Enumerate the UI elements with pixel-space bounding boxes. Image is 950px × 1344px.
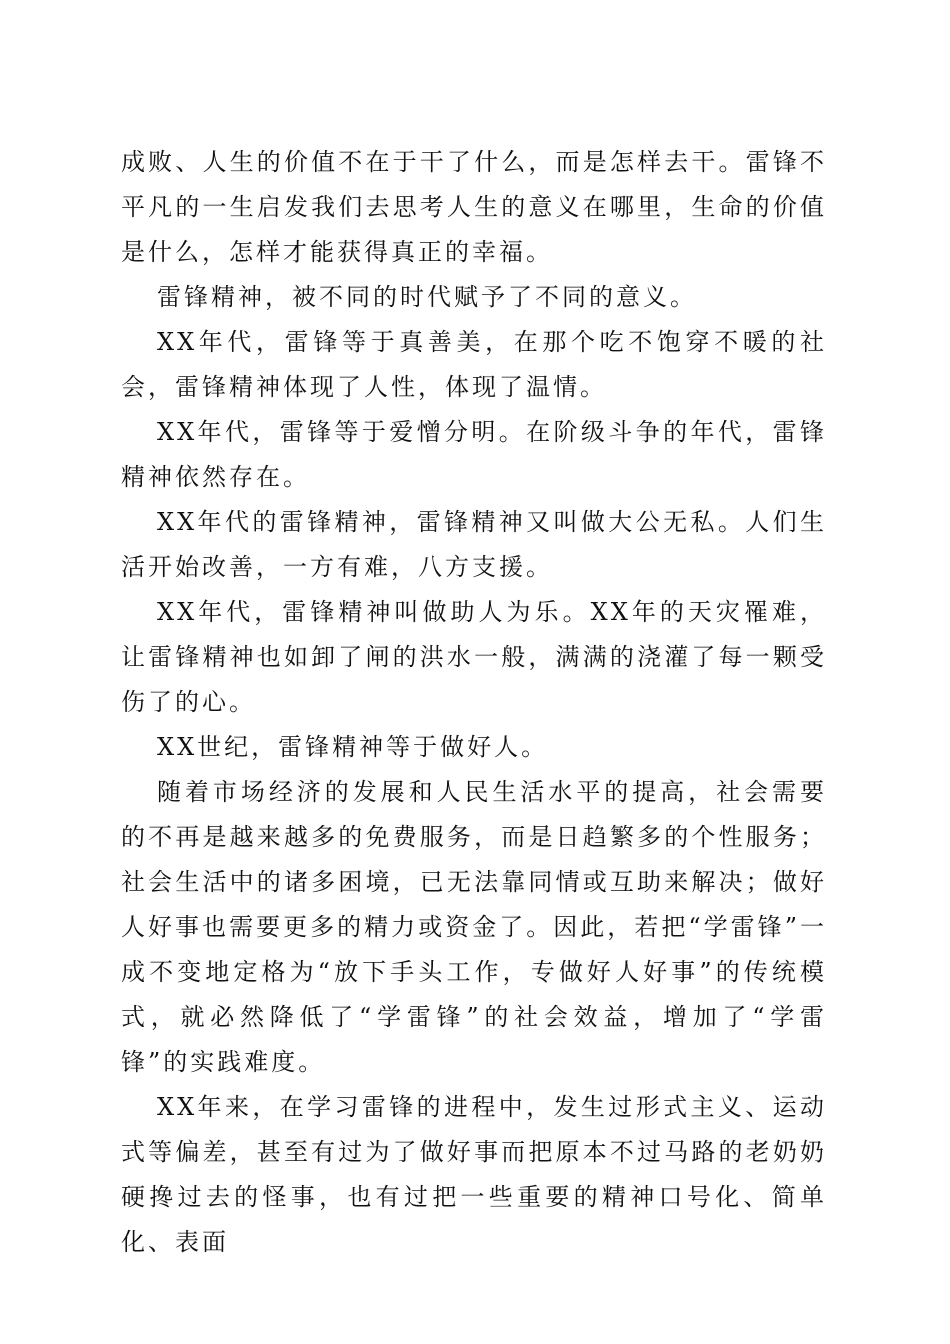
paragraph-3: XX年代，雷锋等于真善美，在那个吃不饱穿不暖的社会，雷锋精神体现了人性，体现了温情。	[121, 328, 827, 401]
paragraph-2: 雷锋精神，被不同的时代赋予了不同的意义。	[157, 283, 697, 311]
paragraph-6: XX年代，雷锋精神叫做助人为乐。XX年的天灾罹难，让雷锋精神也如卸了闸的洪水一般，满满的浇灌了每一颗受伤了的心。	[121, 598, 827, 716]
paragraph-1: 成败、人生的价值不在于干了什么，而是怎样去干。雷锋不平凡的一生启发我们去思考人生的意义在哪里，生命的价值是什么，怎样才能获得真正的幸福。	[121, 148, 827, 266]
document-body	[121, 140, 827, 1265]
paragraph-5: XX年代的雷锋精神，雷锋精神又叫做大公无私。人们生活开始改善，一方有难，八方支援。	[121, 508, 827, 581]
paragraph-9: XX年来，在学习雷锋的进程中，发生过形式主义、运动式等偏差，甚至有过为了做好事而把原本不过马路的老奶奶硬搀过去的怪事，也有过把一些重要的精神口号化、简单化、表面	[121, 1093, 827, 1256]
paragraph-7: XX世纪，雷锋精神等于做好人。	[157, 733, 549, 761]
paragraph-4: XX年代，雷锋等于爱憎分明。在阶级斗争的年代，雷锋精神依然存在。	[121, 418, 827, 491]
paragraph-8: 随着市场经济的发展和人民生活水平的提高，社会需要的不再是越来越多的免费服务，而是日趋繁多的个性服务；社会生活中的诸多困境，已无法靠同情或互助来解决；做好人好事也需要更多的精力或资金了。因此，若把“学雷锋”一成不变地定格为“放下手头工作，专做好人好事”的传统模式，就必然降低了“学雷锋”的社会效益，增加了“学雷锋”的实践难度。	[121, 778, 827, 1076]
